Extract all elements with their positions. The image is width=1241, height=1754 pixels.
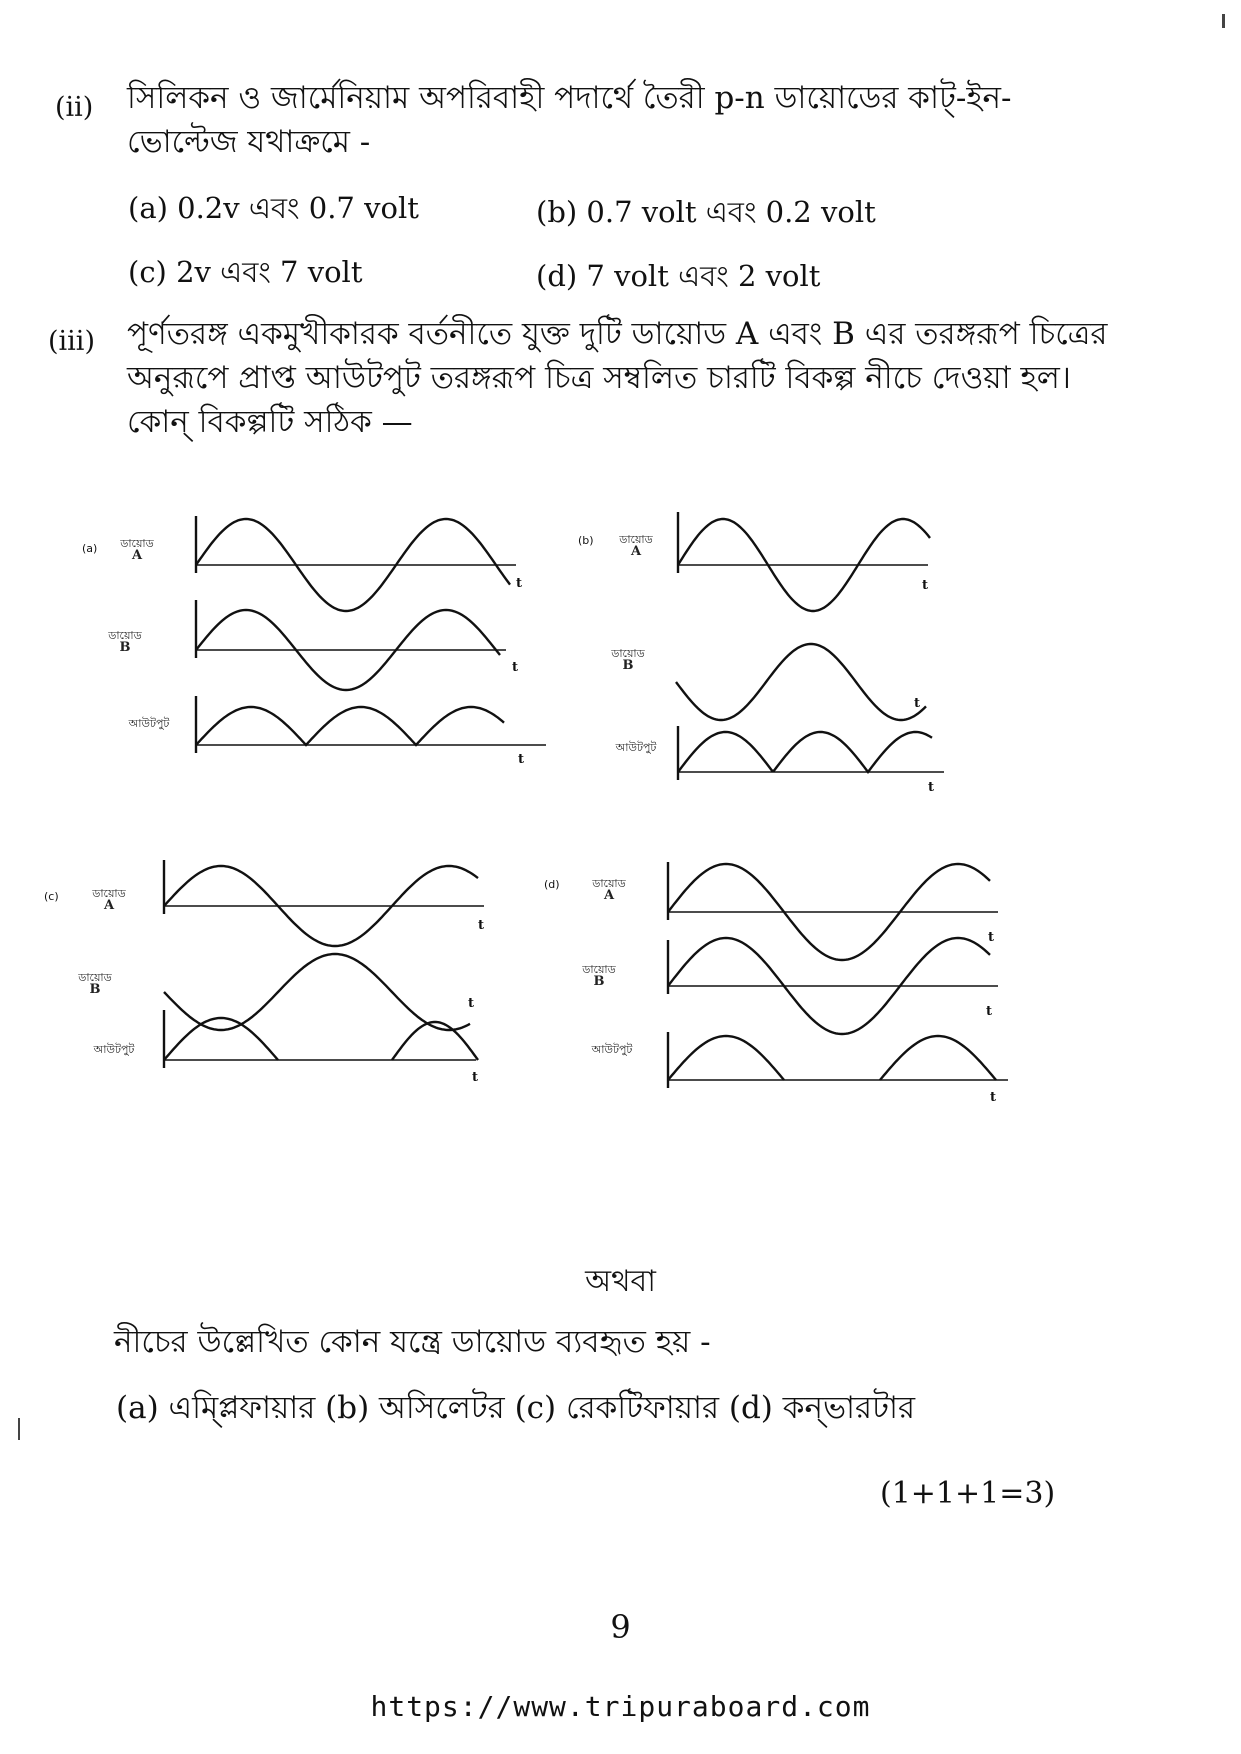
option-b: (b) 0.7 volt এবং 0.2 volt [536, 195, 876, 229]
panel-c-wave-b-curve [164, 954, 470, 1030]
wave-name: আউটপুট [93, 1043, 135, 1056]
panel-d-wave-a-label [576, 878, 642, 902]
time-label: t [990, 1090, 997, 1105]
panel-a-wave-a-label [102, 538, 172, 562]
or-label: অথবা [585, 1264, 656, 1299]
wave-letter: B [622, 658, 634, 673]
option-a: (a) 0.2v এবং 0.7 volt [128, 191, 419, 225]
question-number: (iii) [48, 326, 95, 357]
wave-name: ডায়োড [78, 971, 112, 984]
wave-letter: B [89, 982, 101, 997]
time-label: t [928, 780, 935, 795]
time-label: t [914, 696, 921, 711]
option-c: (c) 2v এবং 7 volt [128, 255, 363, 289]
panel-a-output-label [106, 718, 192, 730]
wave-letter: B [119, 640, 131, 655]
wave-name: আউটপুট [591, 1043, 633, 1056]
marks-distribution: (1+1+1=3) [880, 1476, 1056, 1511]
panel-c-label: (c) [44, 890, 59, 903]
wave-name: আউটপুট [615, 741, 657, 754]
wave-letter: B [593, 974, 605, 989]
wave-name: ডায়োড [108, 629, 142, 642]
panel-a-wave-b-label [90, 630, 160, 654]
panel-c-wave-a-label [76, 888, 142, 912]
wave-letter: A [103, 898, 115, 913]
alternate-question-options: (a) এম্প্লিফায়ার (b) অসিলেটর (c) রেকটিফায়ার (d) কন্ভারটার [116, 1390, 916, 1426]
panel-d-output-curve-2 [880, 1036, 996, 1080]
time-label: t [988, 930, 995, 945]
wave-letter: A [603, 888, 615, 903]
panel-b-output-label [600, 742, 672, 754]
footer-url: https://www.tripuraboard.com [370, 1690, 871, 1723]
wave-name: ডায়োড [619, 533, 653, 546]
question-text: সিলিকন ও জার্মেনিয়াম অপরিবাহী পদার্থে তৈরী p-n ডায়োডের কাট্-ইন-ভোল্টেজ যথাক্রমে - [127, 80, 1012, 160]
time-label: t [512, 660, 519, 675]
panel-b-wave-b-label [596, 648, 660, 672]
panel-a-output-curve [196, 707, 504, 745]
panel-c-output-curve [164, 1018, 278, 1060]
wave-name: আউটপুট [128, 717, 170, 730]
wave-name: ডায়োড [120, 537, 154, 550]
time-label: t [516, 576, 523, 591]
panel-d-output-label [574, 1044, 650, 1056]
question-text: পূর্ণতরঙ্গ একমুখীকারক বর্তনীতে যুক্ত দুটি ডায়োড A এবং B এর তরঙ্গরূপ চিত্রের অনুরূপে প্রাপ্ত আউটপুট তরঙ্গরূপ চিত্র সম্বলিত চারটি বিকল্প নীচে দেওয়া হল। কোন্ বিকল্পটি সঠিক — [127, 316, 1108, 440]
wave-name: ডায়োড [582, 963, 616, 976]
time-label: t [478, 918, 485, 933]
time-label: t [518, 752, 525, 767]
question-number: (ii) [55, 92, 94, 123]
page-number: 9 [610, 1608, 631, 1646]
panel-d-output-curve [668, 1036, 784, 1080]
panel-d-wave-b-label [566, 964, 632, 988]
wave-letter: A [131, 548, 143, 563]
panel-b-label: (b) [578, 534, 594, 547]
panel-b-wave-a-label [604, 534, 668, 558]
alternate-question-text: নীচের উল্লেখিত কোন যন্ত্রে ডায়োড ব্যবহৃত হয় - [114, 1324, 711, 1360]
wave-name: ডায়োড [592, 877, 626, 890]
wave-name: ডায়োড [611, 647, 645, 660]
panel-c-output-label [76, 1044, 152, 1056]
scan-edge-mark [18, 1418, 20, 1440]
wave-name: ডায়োড [92, 887, 126, 900]
panel-b-output-curve [678, 732, 932, 772]
time-label: t [472, 1070, 479, 1085]
panel-b-wave-b-curve [676, 644, 926, 720]
option-d: (d) 7 volt এবং 2 volt [536, 259, 821, 293]
time-label: t [468, 996, 475, 1011]
panel-c-wave-b-label [62, 972, 128, 996]
time-label: t [922, 578, 929, 593]
time-label: t [986, 1004, 993, 1019]
wave-letter: A [630, 544, 642, 559]
panel-a-label: (a) [82, 542, 98, 555]
panel-d-label: (d) [544, 878, 560, 891]
